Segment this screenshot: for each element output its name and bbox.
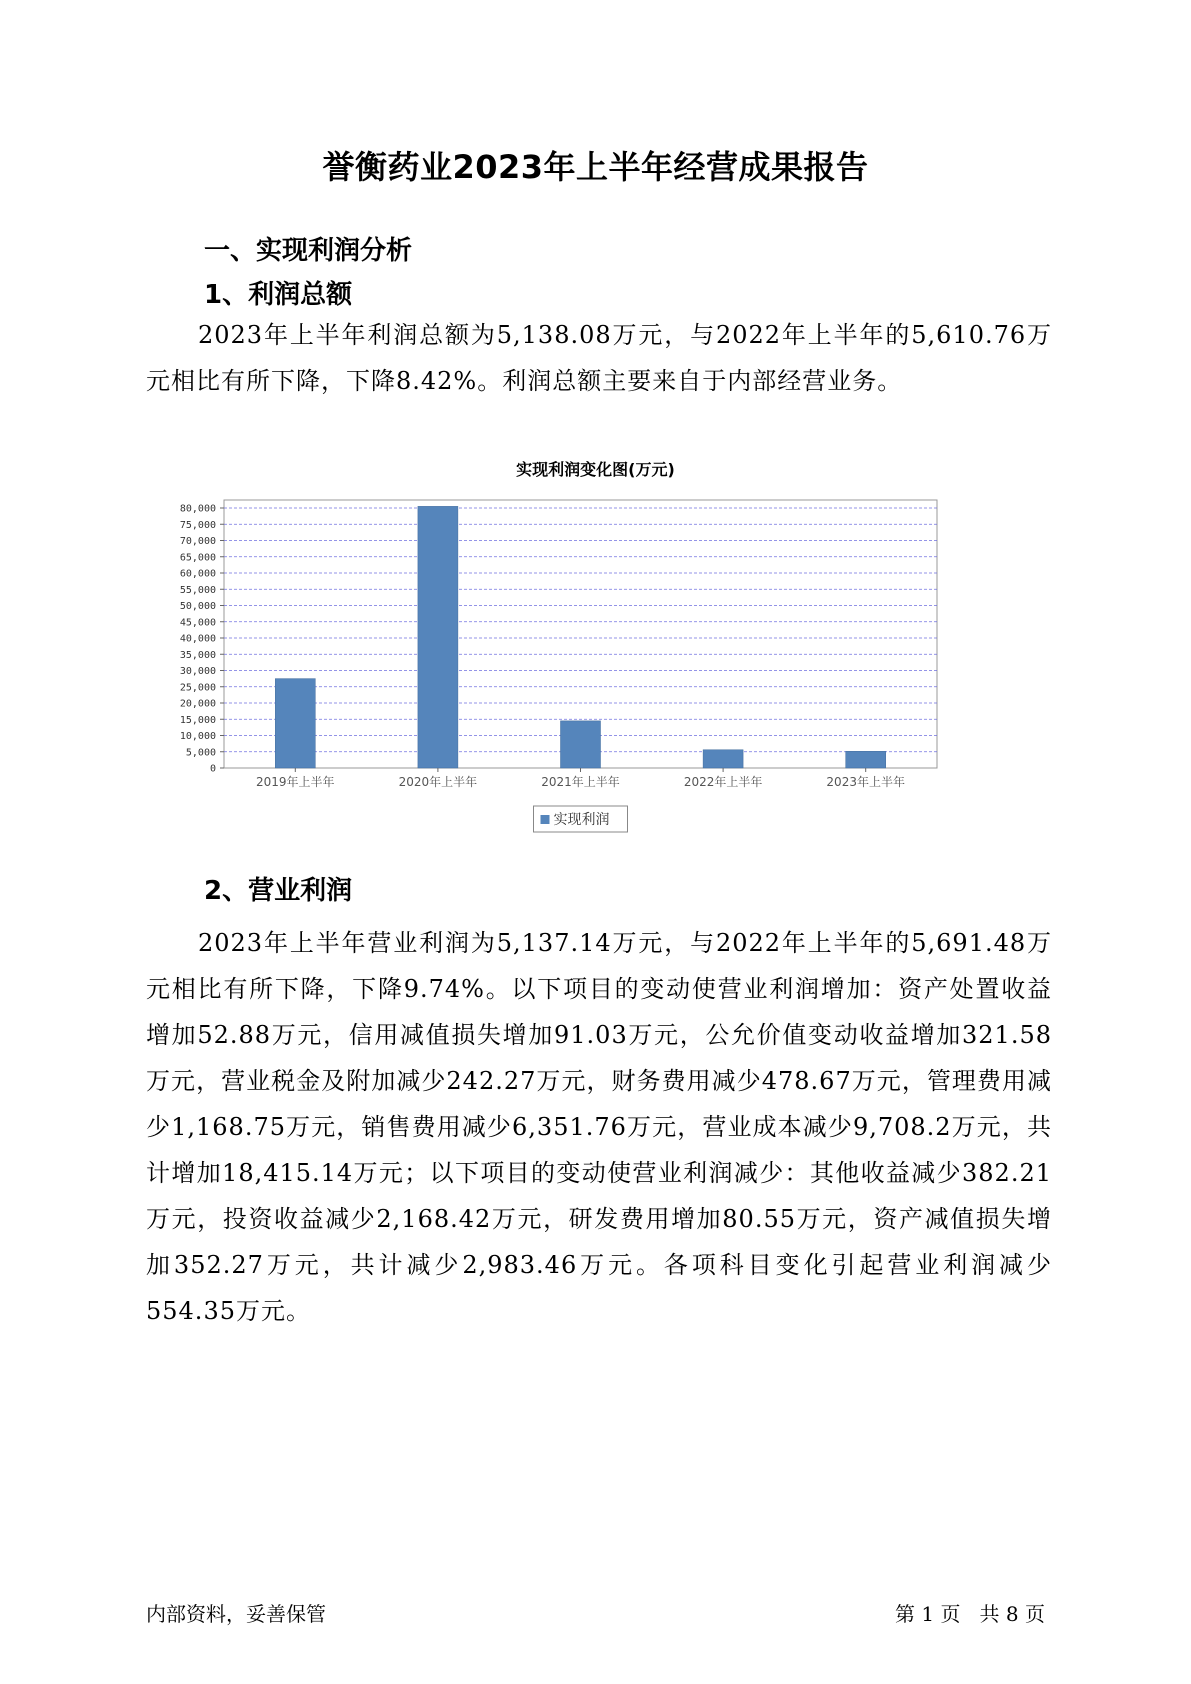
- x-tick-label: 2021年上半年: [541, 775, 620, 789]
- y-tick-label: 5,000: [185, 747, 216, 759]
- paragraph-operating-profit: 2023年上半年营业利润为5,137.14万元，与2022年上半年的5,691.48万元相比有所下降，下降9.74%。以下项目的变动使营业利润增加：资产处置收益增加52.88万元，信用减值损失增加91.03万元，公允价值变动收益增加321.58万元，营业税金及附加减少242.27万元，财务费用减少478.67万元，管理费用减少1,168.75万元，销售费用减少6,351.76万元，营业成本减少9,708.2万元，共计增加18,415.14万元；以下项目的变动使营业利润减少：其他收益减少382.21万元，投资收益减少2,168.42万元，研发费用增加80.55万元，资产减值损失增加352.27万元，共计减少2,983.46万元。各项科目变化引起营业利润减少554.35万元。: [146, 929, 1052, 1325]
- y-tick-label: 30,000: [179, 666, 216, 677]
- bar: [275, 679, 315, 768]
- y-tick-label: 20,000: [179, 698, 216, 710]
- profit-bar-chart: [160, 488, 950, 848]
- x-tick-label: 2020年上半年: [398, 775, 478, 789]
- subsection-heading-total-profit: 1、利润总额: [204, 280, 353, 310]
- x-tick-label: 2023年上半年: [826, 775, 905, 789]
- document-title: 誉衡药业2023年上半年经营成果报告: [322, 148, 869, 186]
- y-tick-label: 0: [209, 763, 216, 775]
- x-tick-label: 2022年上半年: [683, 775, 763, 789]
- y-tick-label: 50,000: [179, 601, 216, 612]
- y-tick-label: 45,000: [179, 617, 216, 629]
- bar: [703, 750, 743, 768]
- y-tick-label: 70,000: [179, 536, 216, 547]
- y-tick-label: 55,000: [179, 584, 216, 596]
- paragraph-total-profit: 2023年上半年利润总额为5,138.08万元，与2022年上半年的5,610.76万元相比有所下降，下降8.42%。利润总额主要来自于内部经营业务。: [146, 321, 1052, 395]
- bar: [846, 751, 886, 768]
- chart-title: 实现利润变化图(万元): [516, 460, 675, 479]
- y-tick-label: 15,000: [179, 714, 216, 726]
- bar: [561, 721, 601, 768]
- x-tick-label: 2019年上半年: [256, 775, 335, 789]
- y-tick-label: 40,000: [179, 633, 216, 645]
- y-tick-label: 60,000: [179, 568, 216, 580]
- y-tick-label: 75,000: [179, 519, 216, 531]
- footer-confidential-note: 内部资料，妥善保管: [146, 1602, 326, 1626]
- footer-page-number: 第 1 页 共 8 页: [895, 1602, 1045, 1626]
- y-tick-label: 35,000: [179, 649, 216, 661]
- y-tick-label: 80,000: [179, 503, 216, 515]
- y-tick-label: 10,000: [179, 731, 216, 742]
- legend-label: 实现利润: [553, 812, 610, 828]
- bar: [418, 506, 458, 768]
- section-heading-profit-analysis: 一、实现利润分析: [204, 236, 413, 266]
- legend-swatch: [541, 815, 550, 824]
- subsection-heading-operating-profit: 2、营业利润: [204, 876, 353, 906]
- y-tick-label: 25,000: [179, 682, 216, 694]
- y-tick-label: 65,000: [179, 552, 216, 564]
